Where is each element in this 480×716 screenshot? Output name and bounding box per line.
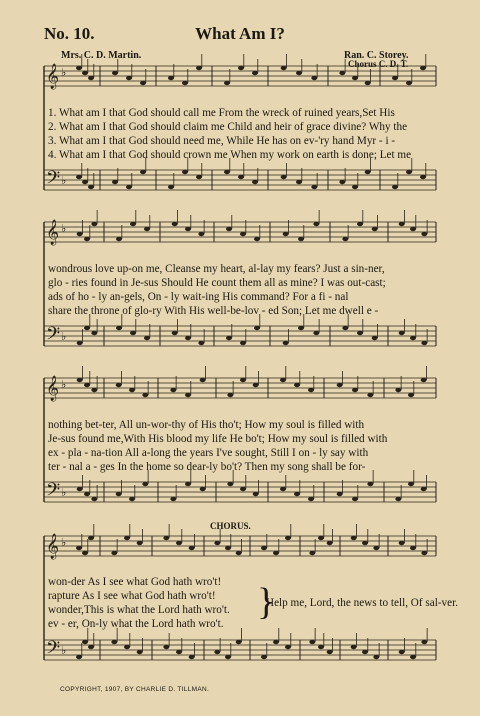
note-head xyxy=(311,76,317,80)
words-author: Mrs. C. D. Martin. xyxy=(61,50,142,61)
note-head xyxy=(313,222,319,226)
key-flat: ♭ xyxy=(61,222,67,235)
note-head xyxy=(142,393,148,397)
key-flat: ♭ xyxy=(61,330,67,343)
key-flat: ♭ xyxy=(61,174,67,187)
note-head xyxy=(399,222,405,226)
note-head xyxy=(214,650,220,654)
note-head xyxy=(352,185,358,189)
note-head xyxy=(238,66,244,70)
note-head xyxy=(76,546,82,550)
note-head xyxy=(111,551,117,555)
note-head xyxy=(253,492,259,496)
note-head xyxy=(84,326,90,330)
note-head xyxy=(365,170,371,174)
note-head xyxy=(308,497,314,501)
note-head xyxy=(163,645,169,649)
note-head xyxy=(185,336,191,340)
note-head xyxy=(124,645,130,649)
note-head xyxy=(410,227,416,231)
note-head xyxy=(309,551,315,555)
lyric-line: 4. What am I that God should crown me When my work on earth is done; Let me xyxy=(48,149,412,161)
note-head xyxy=(252,71,258,75)
note-head xyxy=(342,326,348,330)
note-head xyxy=(88,185,94,189)
note-head xyxy=(351,536,357,540)
note-head xyxy=(327,541,333,545)
key-flat: ♭ xyxy=(61,644,67,657)
note-head xyxy=(240,378,246,382)
lyric-line: Je-sus found me,With His blood my life He bo't; How my soul is filled with xyxy=(48,433,388,445)
note-head xyxy=(373,546,379,550)
note-head xyxy=(240,341,246,345)
note-head xyxy=(137,541,143,545)
note-head xyxy=(421,232,427,236)
note-head xyxy=(182,81,188,85)
note-head xyxy=(82,180,88,184)
clef: 𝄢 xyxy=(46,324,61,349)
note-head xyxy=(280,378,286,382)
clef: 𝄢 xyxy=(46,480,61,505)
note-head xyxy=(327,650,333,654)
clef: 𝄞 xyxy=(46,534,60,559)
note-head xyxy=(408,393,414,397)
note-head xyxy=(116,383,122,387)
note-head xyxy=(88,76,94,80)
note-head xyxy=(392,185,398,189)
note-head xyxy=(84,237,90,241)
note-head xyxy=(342,237,348,241)
note-head xyxy=(337,492,343,496)
note-head xyxy=(392,76,398,80)
note-head xyxy=(185,482,191,486)
note-head xyxy=(140,81,146,85)
note-head xyxy=(84,383,90,387)
note-head xyxy=(185,393,191,397)
lyric-line: ev - er, On-ly what the Lord hath wro't. xyxy=(48,618,224,630)
hymn-title: What Am I? xyxy=(195,24,285,43)
note-head xyxy=(137,650,143,654)
note-head xyxy=(238,175,244,179)
note-head xyxy=(198,232,204,236)
note-head xyxy=(410,546,416,550)
key-flat: ♭ xyxy=(61,378,67,391)
note-head xyxy=(224,170,230,174)
note-head xyxy=(352,497,358,501)
note-head xyxy=(88,536,94,540)
lyric-line: wonder,This is what the Lord hath wro't. xyxy=(48,604,230,616)
note-head xyxy=(189,655,195,659)
note-head xyxy=(362,650,368,654)
note-head xyxy=(111,640,117,644)
note-head xyxy=(182,170,188,174)
note-head xyxy=(91,388,97,392)
note-head xyxy=(309,640,315,644)
note-head xyxy=(130,222,136,226)
lyric-line: rapture As I see what God hath wro't! xyxy=(48,590,216,602)
note-head xyxy=(130,331,136,335)
note-head xyxy=(91,222,97,226)
note-head xyxy=(126,76,132,80)
note-head xyxy=(76,175,82,179)
note-head xyxy=(283,341,289,345)
note-head xyxy=(294,492,300,496)
lyric-line: ter - nal a - ges In the home so dear-ly bo't? Then my song shall be for- xyxy=(48,461,366,473)
note-head xyxy=(395,388,401,392)
lyric-line: nothing bet-ter, All un-wor-thy of His tho't; How my soul is filled with xyxy=(48,419,365,431)
note-head xyxy=(410,655,416,659)
hymn-number: No. 10. xyxy=(44,24,95,43)
note-head xyxy=(82,71,88,75)
note-head xyxy=(421,551,427,555)
note-head xyxy=(236,640,242,644)
note-head xyxy=(91,331,97,335)
note-head xyxy=(318,536,324,540)
lyric-line: 1. What am I that God should call me From the wreck of ruined years,Set His xyxy=(48,107,395,119)
note-head xyxy=(421,378,427,382)
note-head xyxy=(82,640,88,644)
note-head xyxy=(225,655,231,659)
clef: 𝄞 xyxy=(46,376,60,401)
clef: 𝄢 xyxy=(46,168,61,193)
note-head xyxy=(176,541,182,545)
note-head xyxy=(112,71,118,75)
note-head xyxy=(357,331,363,335)
note-head xyxy=(399,331,405,335)
key-flat: ♭ xyxy=(61,66,67,79)
lyric-line: won-der As I see what God hath wro't! xyxy=(48,576,222,588)
note-head xyxy=(296,180,302,184)
note-head xyxy=(298,237,304,241)
note-head xyxy=(116,326,122,330)
note-head xyxy=(296,71,302,75)
note-head xyxy=(285,645,291,649)
note-head xyxy=(77,378,83,382)
note-head xyxy=(395,497,401,501)
note-head xyxy=(294,383,300,387)
note-head xyxy=(280,487,286,491)
note-head xyxy=(77,487,83,491)
note-head xyxy=(163,536,169,540)
note-head xyxy=(214,541,220,545)
note-head xyxy=(261,546,267,550)
note-head xyxy=(372,336,378,340)
note-head xyxy=(365,81,371,85)
note-head xyxy=(227,393,233,397)
note-head xyxy=(170,388,176,392)
note-head xyxy=(82,551,88,555)
note-head xyxy=(196,66,202,70)
note-head xyxy=(399,650,405,654)
note-head xyxy=(254,237,260,241)
note-head xyxy=(254,326,260,330)
note-head xyxy=(406,81,412,85)
note-head xyxy=(172,331,178,335)
note-head xyxy=(236,551,242,555)
note-head xyxy=(189,546,195,550)
note-head xyxy=(357,222,363,226)
note-head xyxy=(273,640,279,644)
lyric-line: ex - pla - na-tion All a-long the years I've sought, Still I on - ly say with xyxy=(48,447,369,459)
chorus-label: CHORUS. xyxy=(210,521,251,531)
lyric-line: 2. What am I that God should claim me Child and heir of grace divine? Why the xyxy=(48,121,408,133)
note-head xyxy=(261,655,267,659)
note-head xyxy=(420,175,426,179)
note-head xyxy=(408,482,414,486)
note-head xyxy=(144,227,150,231)
note-head xyxy=(170,497,176,501)
note-head xyxy=(140,170,146,174)
note-head xyxy=(311,185,317,189)
note-head xyxy=(367,482,373,486)
note-head xyxy=(421,487,427,491)
note-head xyxy=(337,383,343,387)
note-head xyxy=(226,227,232,231)
lyric-line: glo - ries found in Je-sus Should He count them all as mine? I was out-cast; xyxy=(48,277,386,289)
note-head xyxy=(196,175,202,179)
note-head xyxy=(168,76,174,80)
copyright-notice: COPYRIGHT, 1907, BY CHARLIE D. TILLMAN. xyxy=(60,686,210,693)
note-head xyxy=(116,237,122,241)
chorus-credit: Chorus C. D. T. xyxy=(348,59,409,69)
note-head xyxy=(318,645,324,649)
note-head xyxy=(225,546,231,550)
note-head xyxy=(185,227,191,231)
lyric-line: 3. What am I that God should need me, While He has on ev-'ry hand Myr - i - xyxy=(48,135,396,147)
note-head xyxy=(352,76,358,80)
note-head xyxy=(176,650,182,654)
note-head xyxy=(88,645,94,649)
clef: 𝄢 xyxy=(46,638,61,663)
note-head xyxy=(253,383,259,387)
note-head xyxy=(308,388,314,392)
note-head xyxy=(142,482,148,486)
note-head xyxy=(362,541,368,545)
note-head xyxy=(367,393,373,397)
lyric-line: ads of ho - ly an-gels, On - ly wait-ing His command? For a fi - nal xyxy=(48,291,349,303)
note-head xyxy=(240,487,246,491)
note-head xyxy=(339,180,345,184)
note-head xyxy=(399,541,405,545)
note-head xyxy=(351,645,357,649)
note-head xyxy=(285,536,291,540)
note-head xyxy=(129,388,135,392)
lyric-line: share the throne of glo-ry With His well-be-lov - ed Son; Let me dwell e - xyxy=(48,305,379,317)
note-head xyxy=(420,66,426,70)
note-head xyxy=(273,551,279,555)
music-author: Ran. C. Storey. xyxy=(344,50,409,61)
note-head xyxy=(421,640,427,644)
note-head xyxy=(91,497,97,501)
note-head xyxy=(172,222,178,226)
note-head xyxy=(298,326,304,330)
note-head xyxy=(352,388,358,392)
clef: 𝄞 xyxy=(46,220,60,245)
clef: 𝄞 xyxy=(46,64,60,89)
note-head xyxy=(126,185,132,189)
note-head xyxy=(373,655,379,659)
note-head xyxy=(144,336,150,340)
note-head xyxy=(200,378,206,382)
note-head xyxy=(252,180,258,184)
note-head xyxy=(77,341,83,345)
key-flat: ♭ xyxy=(61,486,67,499)
note-head xyxy=(226,336,232,340)
refrain-line: Help me, Lord, the news to tell, Of sal-ver. xyxy=(266,597,459,609)
note-head xyxy=(84,492,90,496)
note-head xyxy=(406,170,412,174)
note-head xyxy=(240,232,246,236)
note-head xyxy=(168,185,174,189)
note-head xyxy=(421,341,427,345)
note-head xyxy=(198,341,204,345)
note-head xyxy=(129,497,135,501)
note-head xyxy=(339,71,345,75)
note-head xyxy=(281,175,287,179)
note-head xyxy=(76,66,82,70)
note-head xyxy=(372,227,378,231)
note-head xyxy=(283,232,289,236)
note-head xyxy=(313,331,319,335)
note-head xyxy=(77,232,83,236)
note-head xyxy=(200,487,206,491)
lyric-line: wondrous love up-on me, Cleanse my heart, al-lay my fears? Just a sin-ner, xyxy=(48,263,385,275)
key-flat: ♭ xyxy=(61,536,67,549)
note-head xyxy=(224,81,230,85)
note-head xyxy=(281,66,287,70)
note-head xyxy=(76,655,82,659)
note-head xyxy=(227,482,233,486)
note-head xyxy=(112,180,118,184)
note-head xyxy=(116,492,122,496)
note-head xyxy=(410,336,416,340)
note-head xyxy=(124,536,130,540)
brace: } xyxy=(257,581,276,623)
